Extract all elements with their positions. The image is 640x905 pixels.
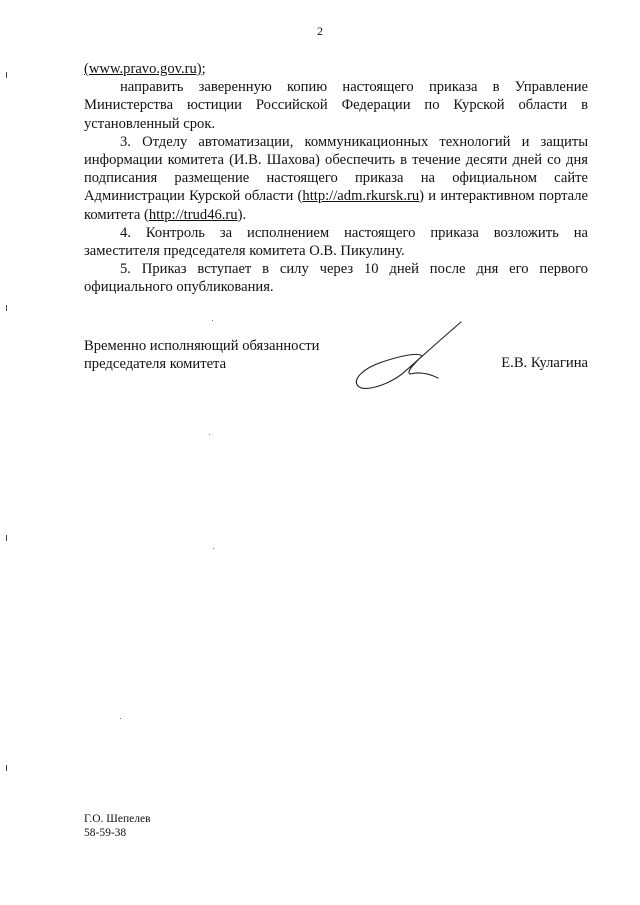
scan-mark — [6, 765, 7, 771]
item-3-text-b: ) и интерактивном портале комитета ( — [84, 188, 588, 223]
item-3-text-c: ). — [237, 206, 247, 223]
scan-mark — [6, 535, 7, 541]
signer-name: Е.В. Кулагина — [501, 355, 588, 371]
executor-name: Г.О. Шепелев — [84, 813, 151, 825]
scan-dot — [212, 320, 213, 321]
scan-dot — [120, 718, 121, 719]
executor-info — [84, 812, 151, 840]
scan-dot — [213, 548, 214, 549]
signatory-title-line-2: председателя комитета — [84, 356, 227, 373]
pravo-link[interactable]: (www.pravo.gov.ru) — [84, 61, 202, 77]
paragraph-item-5: 5. Приказ вступает в силу через 10 дней после дня его первого официального опубликования. — [84, 261, 588, 296]
paragraph-item-4: 4. Контроль за исполнением настоящего приказа возложить на заместителя председателя комитета О.В. Пикулину. — [84, 224, 588, 260]
signatory-title-line-1: Временно исполняющий обязанности — [84, 338, 320, 354]
signatory-title — [84, 337, 319, 373]
paragraph-item-3 — [84, 133, 588, 224]
scan-mark — [6, 305, 7, 311]
handwritten-signature — [348, 318, 478, 398]
order-text — [84, 60, 588, 297]
adm-rkursk-link[interactable]: http://adm.rkursk.ru — [302, 188, 420, 205]
scan-dot — [209, 434, 210, 435]
page-number: 2 — [317, 24, 323, 38]
executor-phone: 58-59-38 — [84, 827, 127, 839]
paragraph-source-link — [84, 60, 588, 78]
scan-mark — [6, 72, 7, 78]
item-3-text-a: 3. Отделу автоматизации, коммуникационных технологий и защиты информации комитета (И.В. Шахова) обеспечить в течение десяти дней со дня подписания размещение настоящего приказа на официальном сайте Администрации Курской области ( — [84, 133, 588, 205]
paragraph-0-tail: ; — [201, 61, 206, 77]
paragraph-registration: направить заверенную копию настоящего приказа в Управление Министерства юстиции Российской Федерации по Курской области в установленный срок. — [84, 79, 588, 132]
trud46-link[interactable]: http://trud46.ru — [148, 206, 238, 223]
